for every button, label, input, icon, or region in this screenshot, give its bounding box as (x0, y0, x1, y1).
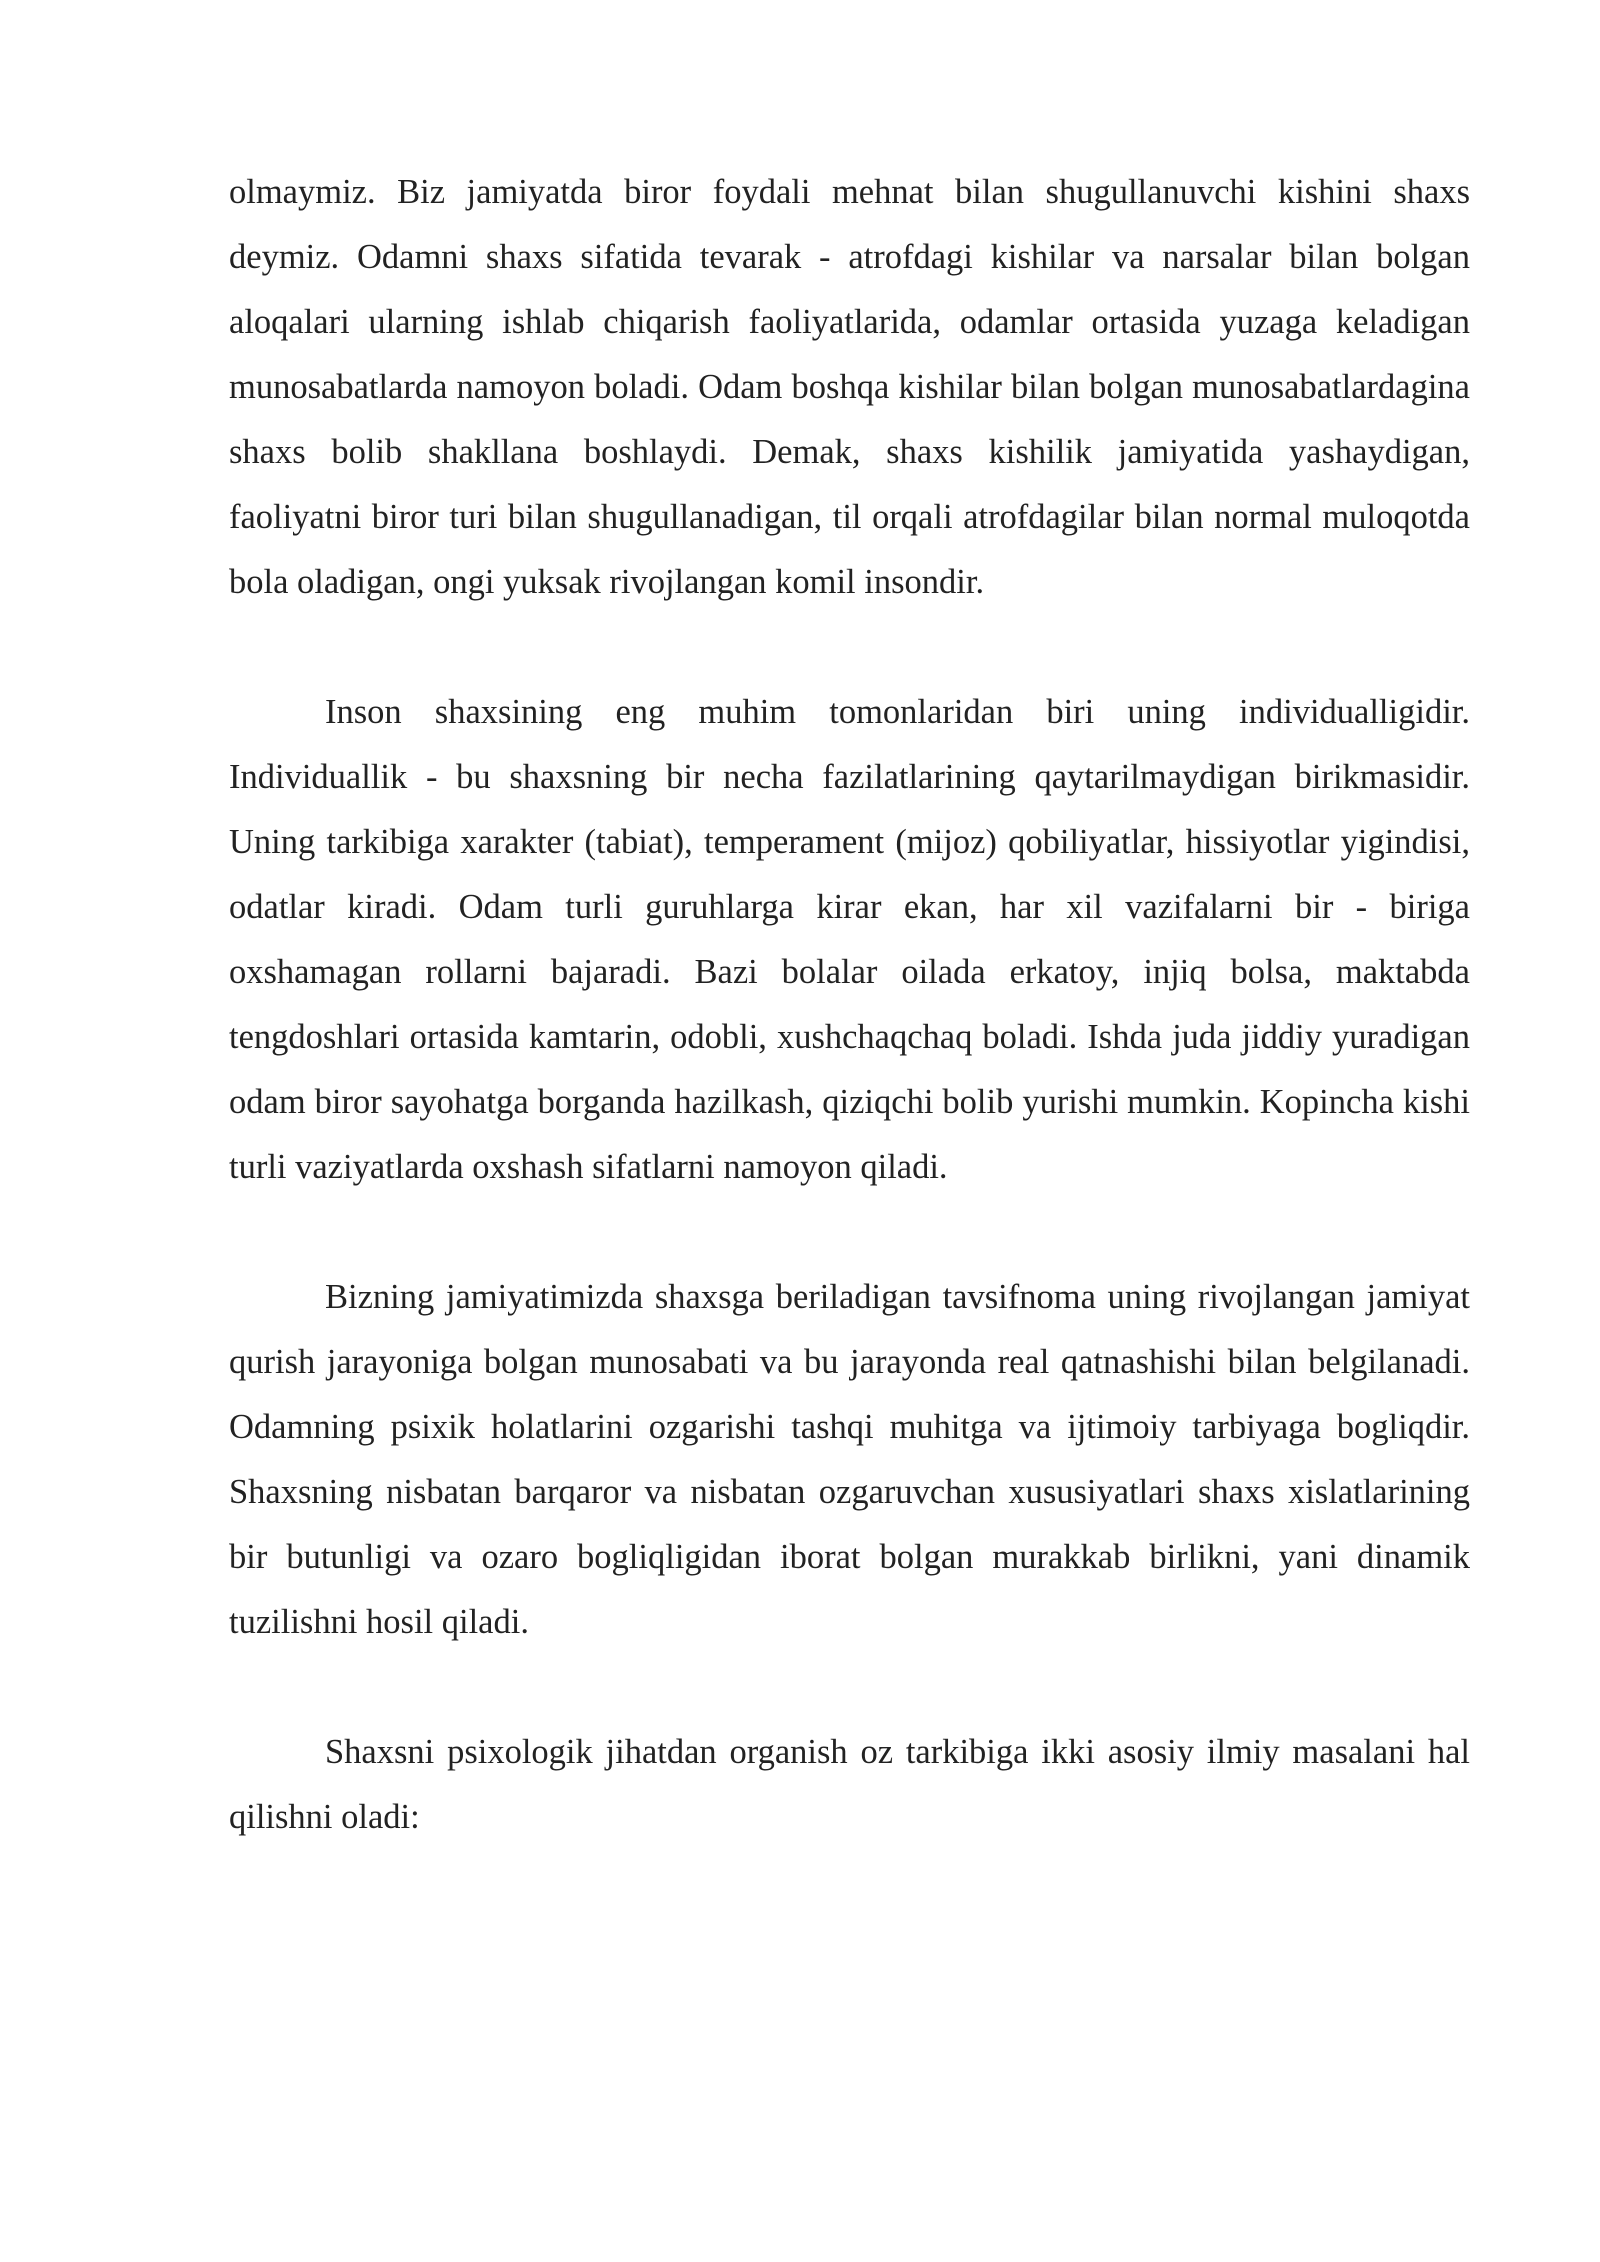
paragraph-2: Inson shaxsining eng muhim tomonlaridan biri uning individualligidir. Individuallik - bu shaxsning bir necha fazilatlarining qaytarilmaydigan birikmasidir. Uning tarkibiga xarakter (tabiat), temperament (mijoz) qobiliyatlar, hissiyotlar yigindisi, odatlar kiradi. Odam turli guruhlarga kirar ekan, har xil vazifalarni bir - biriga oxshamagan rollarni bajaradi. Bazi bolalar oilada erkatoy, injiq bolsa, maktabda tengdoshlari ortasida kamtarin, odobli, xushchaqchaq boladi. Ishda juda jiddiy yuradigan odam biror sayohatga borganda hazilkash, qiziqchi bolib yurishi mumkin. Kopincha kishi turli vaziyatlarda oxshash sifatlarni namoyon qiladi. (229, 693, 1470, 1186)
paragraph-3: Bizning jamiyatimizda shaxsga beriladigan tavsifnoma uning rivojlangan jamiyat qurish jarayoniga bolgan munosabati va bu jarayonda real qatnashishi bilan belgilanadi. Odamning psixik holatlarini ozgarishi tashqi muhitga va ijtimoiy tarbiyaga bogliqdir. Shaxsning nisbatan barqaror va nisbatan ozgaruvchan xususiyatlari shaxs xislatlarining bir butunligi va ozaro bogliqligidan iborat bolgan murakkab birlikni, yani dinamik tuzilishni hosil qiladi. (229, 1278, 1470, 1641)
paragraph-1: olmaymiz. Biz jamiyatda biror foydali mehnat bilan shugullanuvchi kishini shaxs deymiz. Odamni shaxs sifatida tevarak - atrofdagi kishilar va narsalar bilan bolgan aloqalari ularning ishlab chiqarish faoliyatlarida, odamlar ortasida yuzaga keladigan munosabatlarda namoyon boladi. Odam boshqa kishilar bilan bolgan munosabatlardagina shaxs bolib shakllana boshlaydi. Demak, shaxs kishilik jamiyatida yashaydigan, faoliyatni biror turi bilan shugullanadigan, til orqali atrofdagilar bilan normal muloqotda bola oladigan, ongi yuksak rivojlangan komil insondir. (229, 173, 1470, 601)
document-body (229, 160, 1470, 1850)
paragraph-4: Shaxsni psixologik jihatdan organish oz tarkibiga ikki asosiy ilmiy masalani hal qilishni oladi: (229, 1733, 1470, 1836)
